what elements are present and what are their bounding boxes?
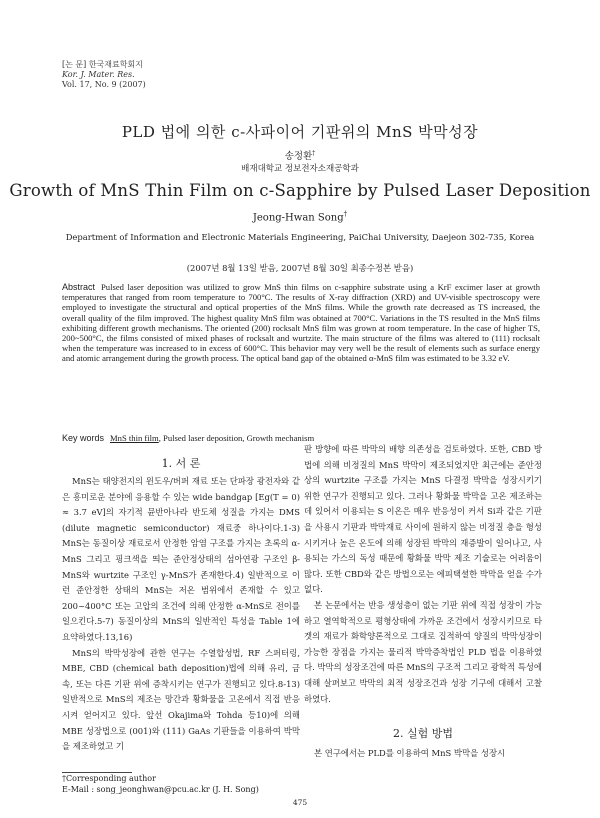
author-english: Jeong-Hwan Song† [252, 210, 348, 224]
abstract-text: Pulsed laser deposition was utilized to grow MnS thin films on c-sapphire substrate using a KrF excimer laser at growth temperatures that ranged from room temperature to 700°C. The results of X-ray diffraction (XRD) and UV-visible spectroscopy were employed to investigate the structural and optical properties of the MnS films. While the growth rate decreased as TS increased, the overall quality of the film improved. The highest quality MnS film was obtained at 700°C. Variations in the TS resulted in the MnS films exhibiting different growth mechanisms. The oriented (200) rocksalt MnS film was grown at room temperature. In the case of higher TS, 200~500°C, the films consisted of mixed phases of rocksalt and wurtzite. The main structure of the films was altered to (111) rocksalt when the temperature was increased to in excess of 600°C. This behavior may very well be the result of elements such as surface energy and atomic arrangement during the growth process. The optical band gap of the obtained α-MnS film was estimated to be 3.32 eV. [62, 282, 540, 364]
footnote [62, 773, 259, 795]
journal-volume: Vol. 17, No. 9 (2007) [62, 80, 146, 89]
methods-body [304, 746, 542, 762]
footnote-email: E-Mail : song_jeonghwan@pcu.ac.kr (J. H. Song) [62, 785, 259, 794]
methods-paragraph-1: 본 연구에서는 PLD를 이용하여 MnS 박막을 성장시 [314, 748, 506, 758]
right-column-body [304, 442, 542, 707]
right-paragraph-1: 판 방향에 따른 박막의 배향 의존성을 검토하였다. 또한, CBD 방법에 의해 비정질의 MnS 박막이 제조되었지만 최근에는 준안정상의 wurtzite 구조를 가지는 MnS 다결정 박막을 성장시키기 위한 연구가 진행되고 있다. 그러나 황화물 박막을 고온 제조하는데 있어서 이용되는 S 이온은 매우 반응성이 커서 Si과 같은 기판을 사용시 기판과 박막재료 사이에 원하지 않는 비정질 층을 형성시키거나 높은 온도에 의해 성장된 박막의 재증발이 일어나고, 사용되는 가스의 독성 때문에 황화물 박막 제조 기술로는 어려움이 많다. 또한 CBD와 같은 방법으로는 에피택셜한 박막을 얻을 수가 없다. [304, 444, 542, 595]
abstract-label: Abstract [62, 282, 96, 292]
intro-paragraph-1: MnS는 태양전지의 윈도우/버퍼 재료 또는 단파장 광전자와 같은 흥미로운 분야에 응용할 수 있는 wide bandgap [Eg(T = 0) ≈ 3.7 eV]의 자기적 뮨반아나라 반도체 성질을 가지는 DMS (dilute magnetic semiconductor) 재료중 하나이다.1-3) MnS는 동질이상 재료로서 안정한 암염 구조를 가지는 초록의 α-MnS 그리고 핑크색을 띄는 준안정상태의 섬아연광 구조인 β-MnS와 wurtzite 구조인 γ-MnS가 존재한다.4) 일반적으로 이런 준안정한 상태의 MnS는 저온 범위에서 존재할 수 있고 200~400°C 또는 고압의 조건에 의해 안정한 α-MnS로 전이를 일으킨다.5-7) 동질이상의 MnS의 일반적인 특성을 Table 1에 요약하였다.13,16) [62, 476, 300, 642]
footnote-corresponding: †Corresponding author [62, 774, 156, 783]
affiliation-english: Department of Information and Electronic Materials Engineering, PaiChai University, Daejeon 302-735, Korea [65, 232, 535, 242]
title-korean: PLD 법에 의한 c-사파이어 기판위의 MnS 박막성장 [121, 123, 479, 141]
keywords-label: Key words [62, 433, 105, 443]
title-english: Growth of MnS Thin Film on c-Sapphire by Pulsed Laser Deposition [9, 181, 591, 200]
abstract [62, 282, 540, 364]
journal-abbrev: Kor. J. Mater. Res. [62, 70, 135, 79]
intro-body [62, 474, 300, 755]
keyword-first: MnS thin film [110, 433, 159, 443]
page-number: 475 [292, 798, 308, 807]
journal-header [62, 60, 146, 90]
keywords-rest: , Pulsed laser deposition, Growth mechanism [158, 433, 315, 443]
keywords [62, 433, 314, 443]
section-heading-introduction: 1. 서 론 [161, 457, 201, 470]
section-heading-methods: 2. 실험 방법 [393, 727, 453, 740]
received-dates: (2007년 8월 13일 받음, 2007년 8월 30일 최종수정본 받음) [186, 263, 414, 273]
author-korean: 송정환† [284, 149, 316, 162]
journal-category: [논 문] 한국재료학회지 [62, 60, 143, 69]
right-paragraph-2: 본 논문에서는 반응 생성층이 없는 기판 위에 직접 성장이 가능하고 열역학적으로 평형상태에 가까운 조건에서 성장시키므로 타겟의 재료가 화학양론적으로 그대로 집적하여 양질의 박막성장이 가능한 장점을 가지는 물리적 박막증착법인 PLD 법을 이용하였다. 박막의 성장조건에 따른 MnS의 구조적 그리고 광학적 특성에 대해 살펴보고 박막의 최적 성장조건과 성장 기구에 대해서 고찰하였다. [304, 599, 542, 704]
intro-paragraph-2: MnS의 박막성장에 관한 연구는 수열합성법, RF 스퍼터링, MBE, CBD (chemical bath deposition)법에 의해 유리, 금속, 또는 다른 기판 위에 증착시키는 연구가 진행되고 있다.8-13) 일반적으로 MnS의 제조는 망간과 황화물을 고온에서 직접 반응시켜 얻어지고 있다. 앞선 Okajima와 Tohda 등10)에 의해 MBE 성장법으로 (001)와 (111) GaAs 기판들을 이용하여 박막을 제조하였고 기 [62, 647, 300, 752]
affiliation-korean: 배재대학교 정보전자소재공학과 [241, 164, 359, 174]
